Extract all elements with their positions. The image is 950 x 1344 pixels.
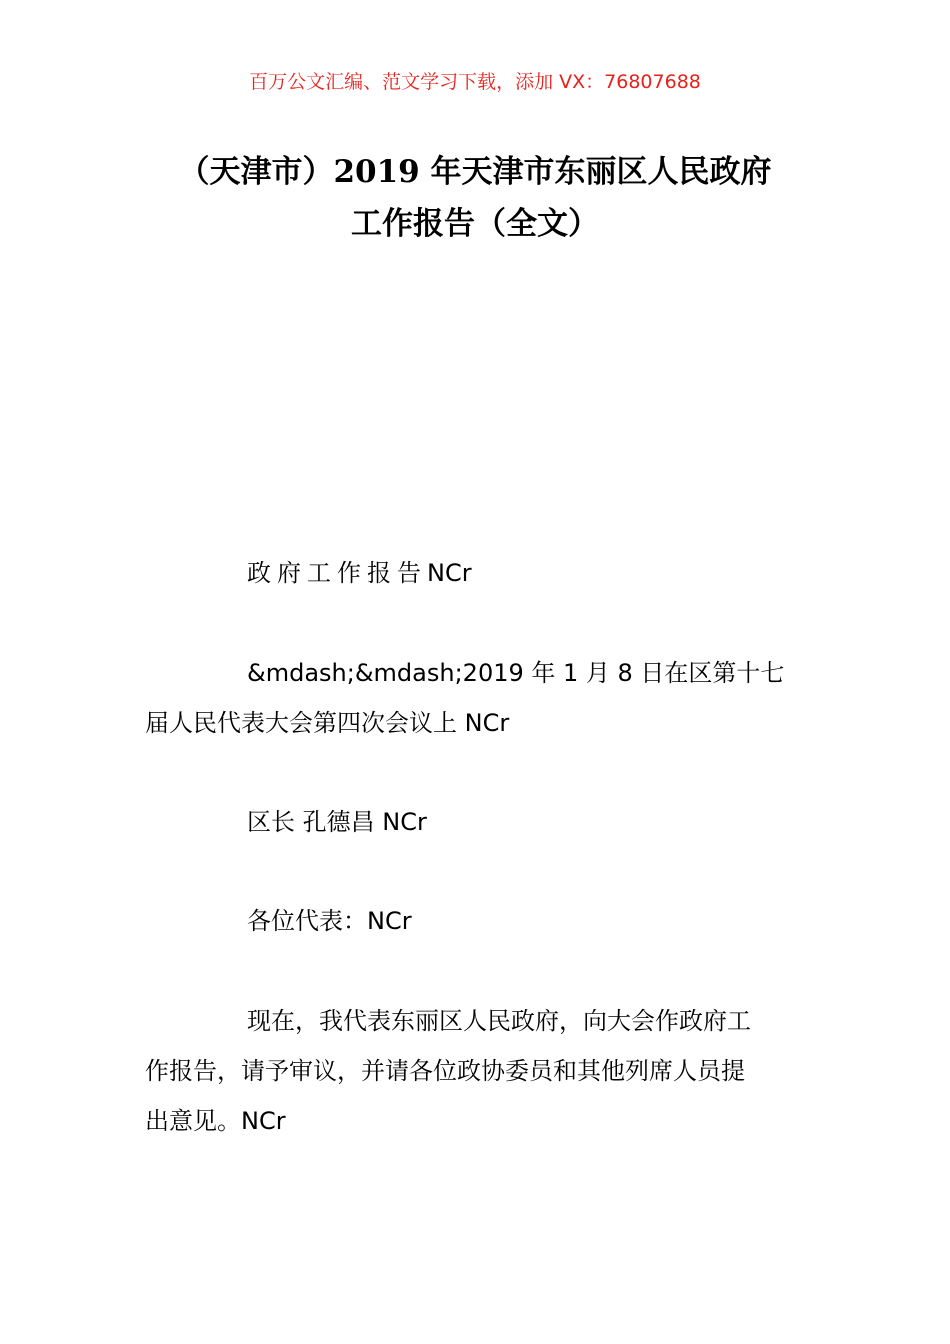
report-heading-suffix: NCr <box>427 559 472 587</box>
speaker-line: 区长 孔德昌 NCr <box>247 808 427 836</box>
meeting-paragraph <box>145 648 807 748</box>
title-line-2: 工作报告（全文） <box>351 206 599 242</box>
report-heading-text: 政府工作报告 <box>247 559 427 587</box>
meeting-line-1: &mdash;&mdash;2019 年 1 月 8 日在区第十七 <box>247 659 785 687</box>
title-line-1: （天津市）2019 年天津市东丽区人民政府 <box>178 154 772 190</box>
salutation-line: 各位代表：NCr <box>247 907 412 935</box>
document-title <box>145 146 805 250</box>
report-heading-line <box>145 548 807 598</box>
intro-line-2: 作报告，请予审议，并请各位政协委员和其他列席人员提 <box>145 1057 745 1085</box>
intro-paragraph <box>145 996 807 1146</box>
report-heading <box>145 548 807 598</box>
intro-line-3: 出意见。NCr <box>145 1107 286 1135</box>
promo-header-note: 百万公文汇编、范文学习下载，添加 VX：76807688 <box>249 71 701 93</box>
salutation-paragraph <box>145 896 807 946</box>
intro-line-1: 现在，我代表东丽区人民政府，向大会作政府工 <box>247 1007 751 1035</box>
speaker-paragraph <box>145 797 807 847</box>
meeting-line-2: 届人民代表大会第四次会议上 NCr <box>145 709 510 737</box>
